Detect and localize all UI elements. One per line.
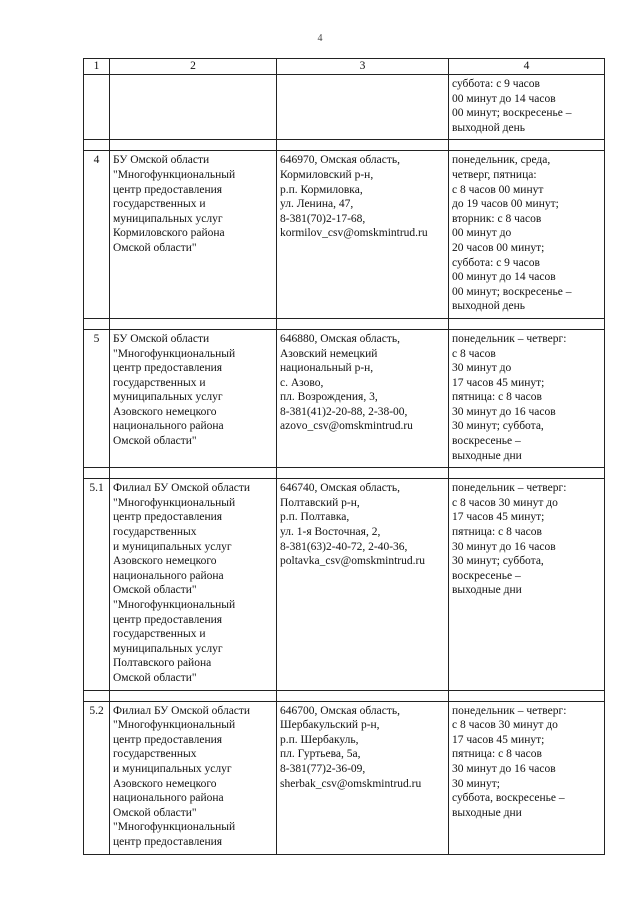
table-row: [84, 75, 605, 140]
row-hours: суббота: с 9 часов 00 минут до 14 часов 00 минут; воскресенье – выходной день: [449, 75, 605, 140]
table-row: [84, 479, 605, 690]
row-number: 5.2: [84, 701, 110, 854]
row-name: БУ Омской области "Многофункциональный центр предоставления государственных и муниципальных услуг Кормиловского района Омской области": [110, 151, 277, 319]
header-cell-name: 2: [110, 59, 277, 75]
row-spacer: [84, 318, 605, 329]
row-spacer: [84, 690, 605, 701]
mfc-schedule-table: [83, 58, 605, 855]
table-row: [84, 151, 605, 319]
row-number: [84, 75, 110, 140]
table-row: [84, 701, 605, 854]
row-address: [277, 75, 449, 140]
row-number: 4: [84, 151, 110, 319]
row-hours: понедельник, среда, четверг, пятница: с 8 часов 00 минут до 19 часов 00 минут; вторник: с 8 часов 00 минут до 20 часов 00 минут; суббота: с 9 часов 00 минут до 14 часов 00 минут; воскресенье – выходной день: [449, 151, 605, 319]
table-row: [84, 329, 605, 467]
header-cell-address: 3: [277, 59, 449, 75]
row-hours: понедельник – четверг: с 8 часов 30 минут до 17 часов 45 минут; пятница: с 8 часов 30 минут до 16 часов 30 минут; суббота, воскресенье – выходные дни: [449, 329, 605, 467]
row-spacer: [84, 468, 605, 479]
row-address: 646880, Омская область, Азовский немецкий национальный р-н, с. Азово, пл. Возрождения, 3, 8-381(41)2-20-88, 2-38-00, azovo_csv@omskmintrud.ru: [277, 329, 449, 467]
row-spacer: [84, 140, 605, 151]
page-number: 4: [317, 33, 323, 44]
row-name: [110, 75, 277, 140]
header-cell-number: 1: [84, 59, 110, 75]
row-hours: понедельник – четверг: с 8 часов 30 минут до 17 часов 45 минут; пятница: с 8 часов 30 минут до 16 часов 30 минут; суббота, воскресенье – выходные дни: [449, 701, 605, 854]
row-address: 646700, Омская область, Шербакульский р-н, р.п. Шербакуль, пл. Гуртьева, 5а, 8-381(77)2-36-09, sherbak_csv@omskmintrud.ru: [277, 701, 449, 854]
row-address: 646740, Омская область, Полтавский р-н, р.п. Полтавка, ул. 1-я Восточная, 2, 8-381(63)2-40-72, 2-40-36, poltavka_csv@omskmintrud.ru: [277, 479, 449, 690]
table-header-row: [84, 59, 605, 75]
row-name: Филиал БУ Омской области "Многофункциональный центр предоставления государственных и муниципальных услуг Азовского немецкого национального района Омской области" "Многофункциональный центр предоставления государственных и муниципальных услуг Полтавского района Омской области": [110, 479, 277, 690]
row-hours: понедельник – четверг: с 8 часов 30 минут до 17 часов 45 минут; пятница: с 8 часов 30 минут до 16 часов 30 минут; суббота, воскресенье – выходные дни: [449, 479, 605, 690]
row-name: БУ Омской области "Многофункциональный центр предоставления государственных и муниципальных услуг Азовского немецкого национального района Омской области": [110, 329, 277, 467]
row-number: 5: [84, 329, 110, 467]
row-name: Филиал БУ Омской области "Многофункциональный центр предоставления государственных и муниципальных услуг Азовского немецкого национального района Омской области" "Многофункциональный центр предоставления: [110, 701, 277, 854]
row-number: 5.1: [84, 479, 110, 690]
row-address: 646970, Омская область, Кормиловский р-н, р.п. Кормиловка, ул. Ленина, 47, 8-381(70)2-17-68, kormilov_csv@omskmintrud.ru: [277, 151, 449, 319]
header-cell-hours: 4: [449, 59, 605, 75]
